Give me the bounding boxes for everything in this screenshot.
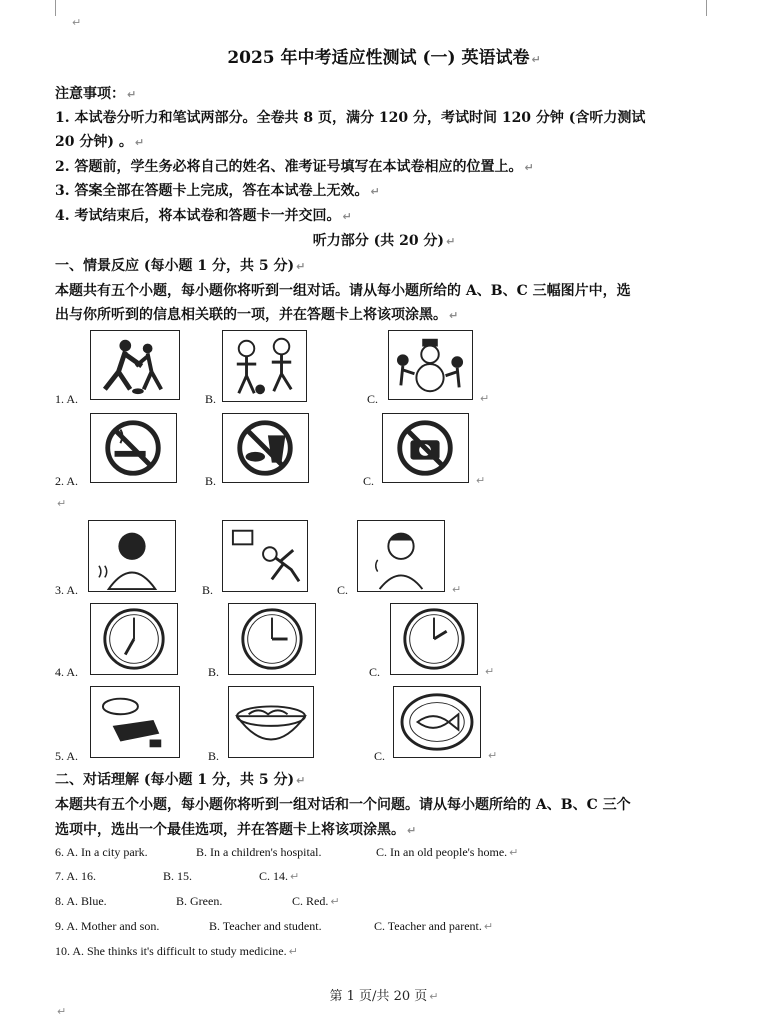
row2-label-b: B. xyxy=(205,474,217,488)
row5-label-b: B. xyxy=(208,749,220,763)
row5-label-c: C. xyxy=(374,749,386,763)
question-7-option-a: 7. A. 16. xyxy=(55,869,97,883)
section2-instruction: 本题共有五个小题，每小题你将听到一组对话和一个问题。请从每小题所给的 A、B、C 三个 xyxy=(55,797,631,813)
question-9-option-c: C. Teacher and parent. ↵ xyxy=(374,919,494,933)
notice-heading: 注意事项： ↵ xyxy=(55,86,137,102)
picture-4a-clock-seven xyxy=(90,603,178,675)
row3-mark: ↵ xyxy=(452,583,462,596)
question-9-option-a: 9. A. Mother and son. xyxy=(55,919,160,933)
question-7-option-c: C. 14. ↵ xyxy=(259,869,300,883)
picture-3c-crying-boy xyxy=(357,520,445,592)
picture-2a-no-smoking xyxy=(90,413,177,483)
row3-label-a: 3. A. xyxy=(55,583,79,597)
picture-4c-clock-two xyxy=(390,603,478,675)
picture-5b-noodle-bowl xyxy=(228,686,314,758)
row1-label-a: 1. A. xyxy=(55,392,79,406)
question-7-option-b: B. 15. xyxy=(163,869,193,883)
picture-1c-snowman xyxy=(388,330,473,400)
row3-label-c: C. xyxy=(337,583,349,597)
listening-heading: 听力部分 (共 20 分) ↵ xyxy=(312,233,456,249)
crop-mark-left xyxy=(55,0,56,16)
row4-label-a: 4. A. xyxy=(55,665,79,679)
picture-1a-curling xyxy=(90,330,180,400)
crop-mark-right xyxy=(706,0,707,16)
row4-mark: ↵ xyxy=(485,665,495,678)
notice-item-2: 2. 答题前，学生务必将自己的姓名、准考证号填写在本试卷相应的位置上。 ↵ xyxy=(55,159,534,175)
row5-mark: ↵ xyxy=(488,749,498,762)
picture-3a-fever-boy xyxy=(88,520,176,592)
paragraph-mark-bottom: ↵ xyxy=(57,1005,67,1018)
row4-label-c: C. xyxy=(369,665,381,679)
question-8-option-a: 8. A. Blue. xyxy=(55,894,107,908)
question-10-option-a: 10. A. She thinks it's difficult to study medicine. ↵ xyxy=(55,944,298,958)
section1-heading: 一、情景反应 (每小题 1 分，共 5 分) ↵ xyxy=(55,258,306,274)
row1-label-c: C. xyxy=(367,392,379,406)
picture-2c-no-camera xyxy=(382,413,469,483)
row1-mark: ↵ xyxy=(480,392,490,405)
paragraph-mark-gap: ↵ xyxy=(57,497,67,510)
picture-4b-clock-three xyxy=(228,603,316,675)
row2-label-a: 2. A. xyxy=(55,474,79,488)
picture-2b-no-food-drink xyxy=(222,413,309,483)
notice-item-1-cont: 20 分钟) 。 ↵ xyxy=(55,134,145,150)
section2-heading: 二、对话理解 (每小题 1 分，共 5 分) ↵ xyxy=(55,772,306,788)
question-9-option-b: B. Teacher and student. xyxy=(209,919,322,933)
section2-instruction-cont: 选项中，选出一个最佳选项，并在答题卡上将该项涂黑。 ↵ xyxy=(55,822,417,838)
picture-5a-dumplings-plate xyxy=(90,686,180,758)
question-6-option-b: B. In a children's hospital. xyxy=(196,845,322,859)
section1-instruction: 本题共有五个小题，每小题你将听到一组对话。请从每小题所给的 A、B、C 三幅图片中，选 xyxy=(55,283,631,299)
picture-1b-football xyxy=(222,330,307,402)
row4-label-b: B. xyxy=(208,665,220,679)
question-8-option-b: B. Green. xyxy=(176,894,223,908)
page-footer: 第 1 页/共 20 页 ↵ xyxy=(329,989,439,1004)
picture-5c-fish-plate xyxy=(393,686,481,758)
question-6-option-c: C. In an old people's home. ↵ xyxy=(376,845,519,859)
notice-item-3: 3. 答案全部在答题卡上完成，答在本试卷上无效。 ↵ xyxy=(55,183,380,199)
picture-3b-fall-injury xyxy=(222,520,308,592)
section1-instruction-cont: 出与你所听到的信息相关联的一项，并在答题卡上将该项涂黑。 ↵ xyxy=(55,307,459,323)
question-8-option-c: C. Red. ↵ xyxy=(292,894,340,908)
notice-item-1: 1. 本试卷分听力和笔试两部分。全卷共 8 页，满分 120 分，考试时间 120 分钟 (含听力测试 xyxy=(55,110,646,126)
row5-label-a: 5. A. xyxy=(55,749,79,763)
row3-label-b: B. xyxy=(202,583,214,597)
row2-mark: ↵ xyxy=(476,474,486,487)
row2-label-c: C. xyxy=(363,474,375,488)
exam-title: 2025 年中考适应性测试 (一) 英语试卷 ↵ xyxy=(227,48,541,68)
paragraph-mark-top: ↵ xyxy=(72,16,82,29)
row1-label-b: B. xyxy=(205,392,217,406)
question-6-option-a: 6. A. In a city park. xyxy=(55,845,148,859)
notice-item-4: 4. 考试结束后，将本试卷和答题卡一并交回。 ↵ xyxy=(55,208,352,224)
